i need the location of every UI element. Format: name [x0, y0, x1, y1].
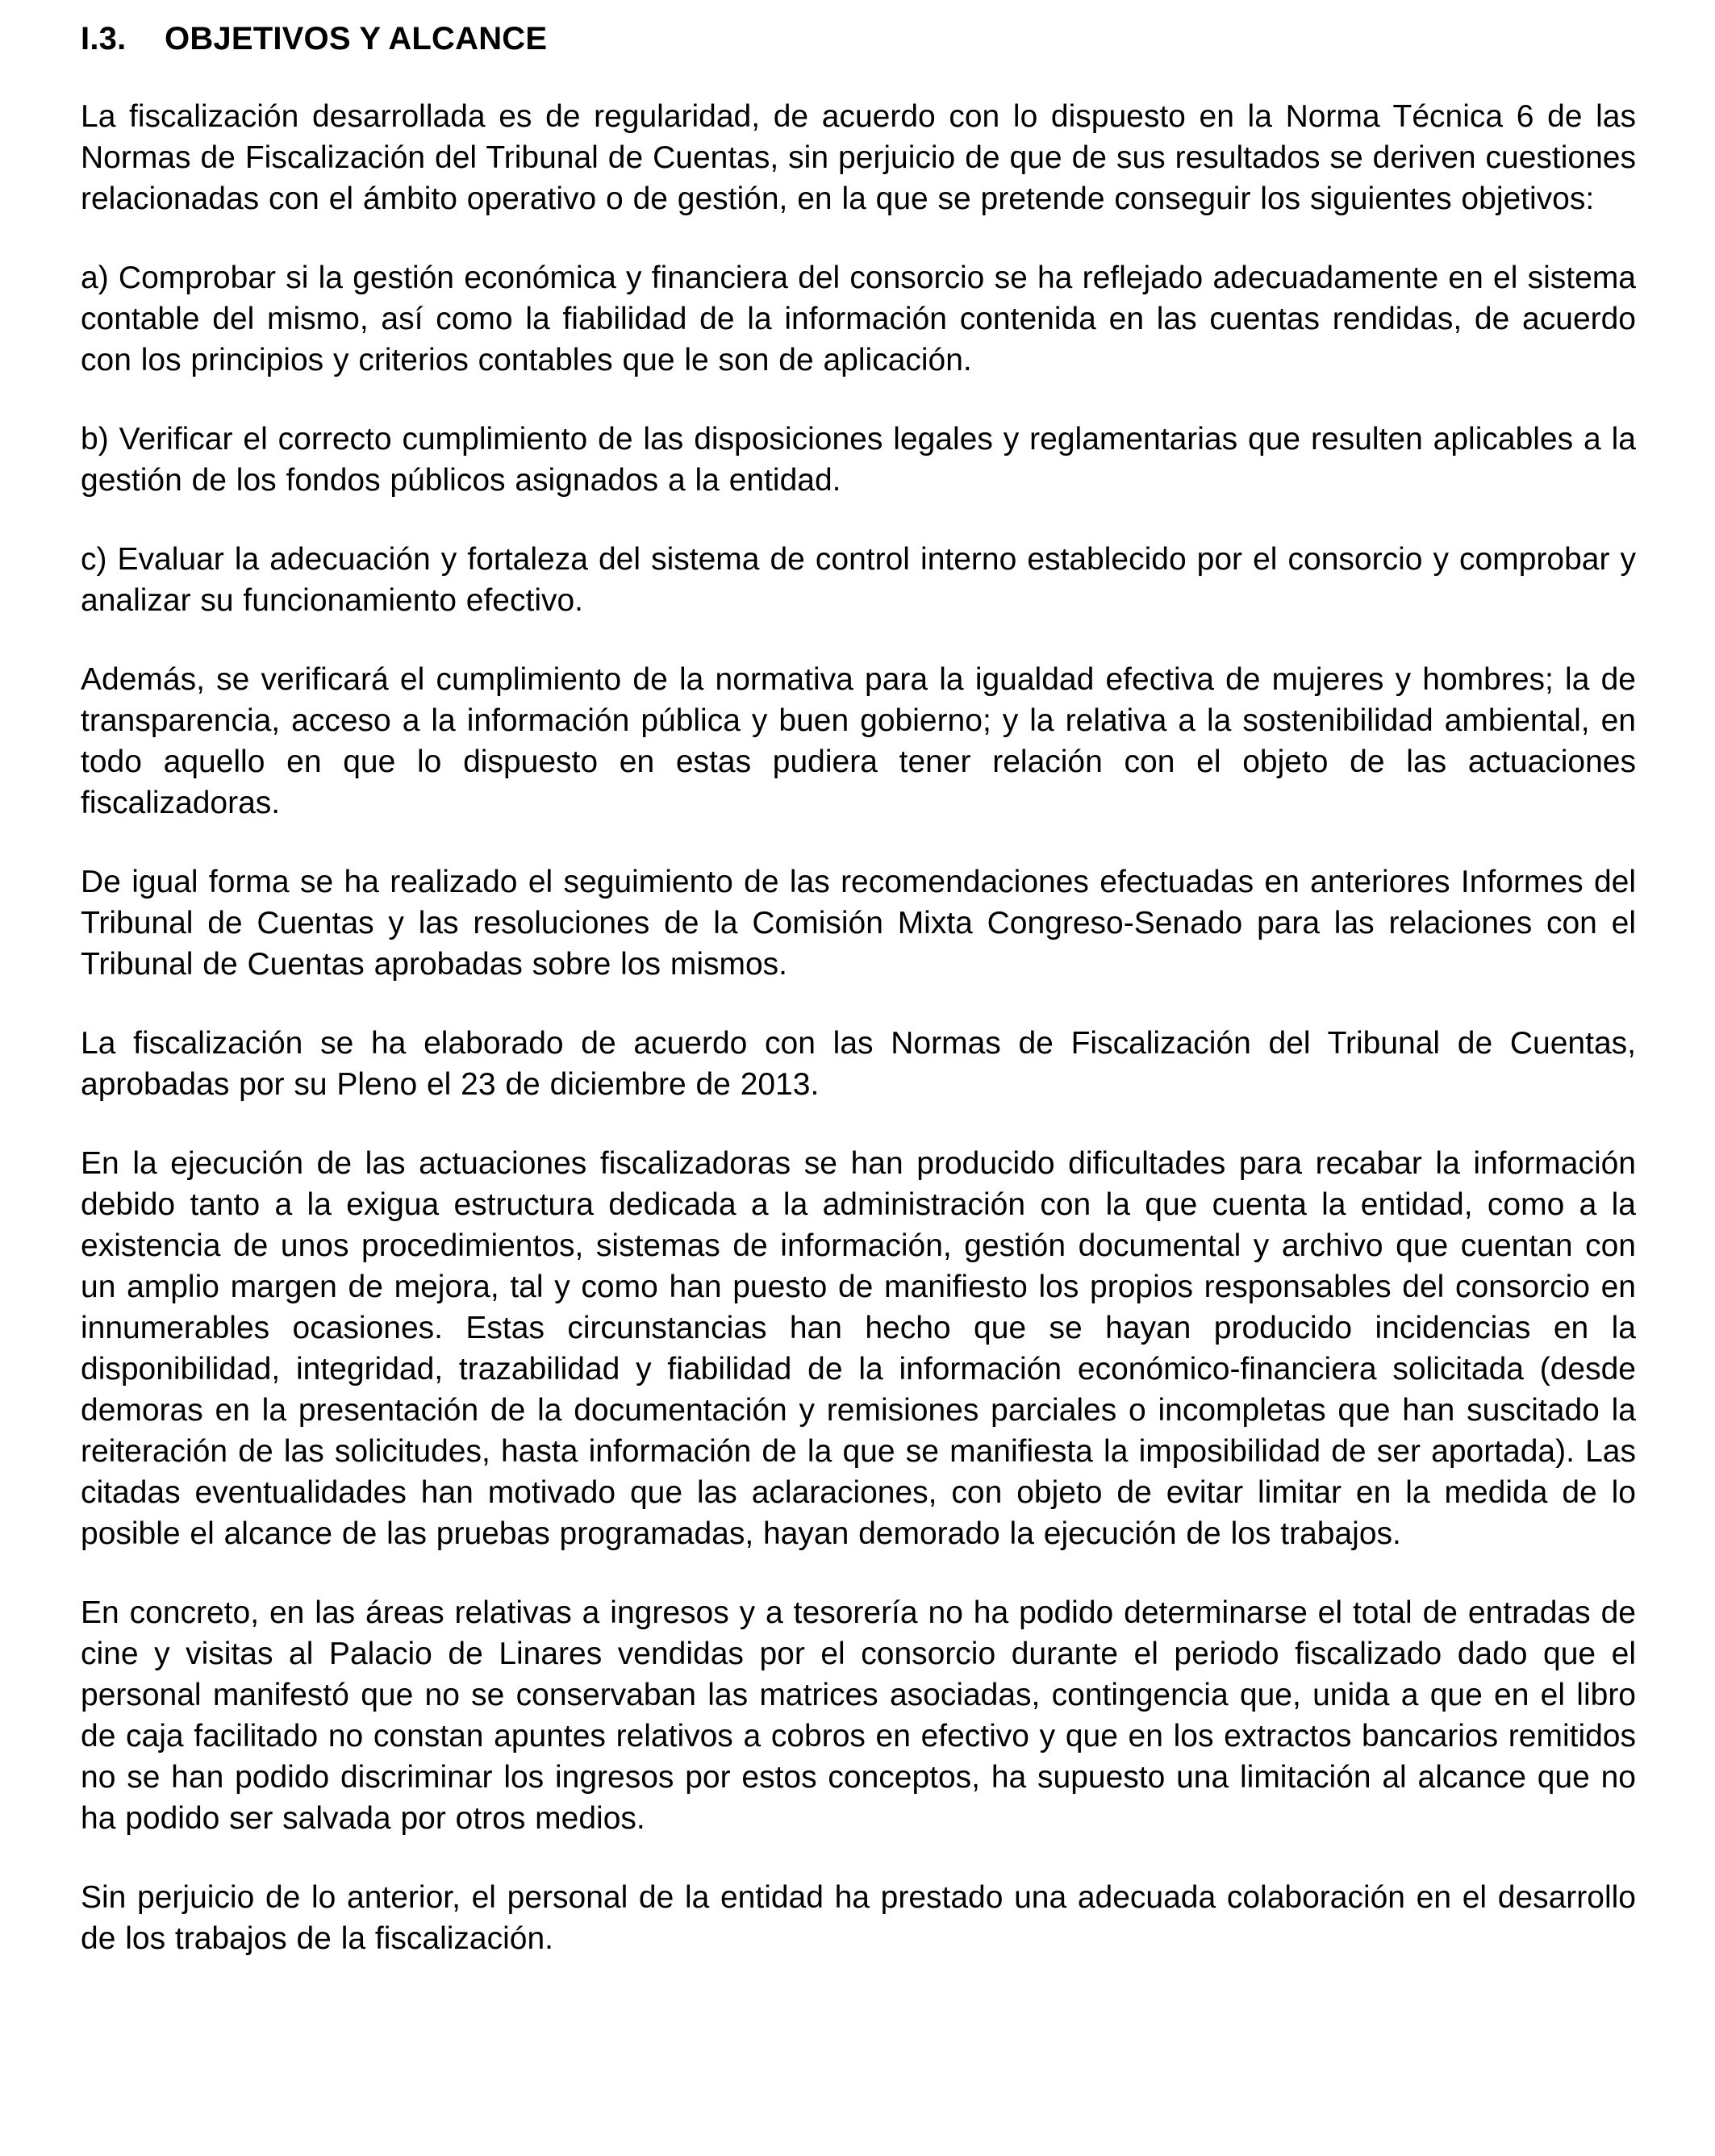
paragraph: En la ejecución de las actuaciones fiscalizadoras se han producido dificultades para recabar la información debido tanto a la exigua estructura dedicada a la administración con la que cuenta la entidad, como a la existencia de unos procedimientos, sistemas de información, gestión documental y archivo que cuentan con un amplio margen de mejora, tal y como han puesto de manifiesto los propios responsables del consorcio en innumerables ocasiones. Estas circunstancias han hecho que se hayan producido incidencias en la disponibilidad, integridad, trazabilidad y fiabilidad de la información económico-financiera solicitada (desde demoras en la presentación de la documentación y remisiones parciales o incompletas que han suscitado la reiteración de las solicitudes, hasta información de la que se manifiesta la imposibilidad de ser aportada). Las citadas eventualidades han motivado que las aclaraciones, con objeto de evitar limitar en la medida de lo posible el alcance de las pruebas programadas, hayan demorado la ejecución de los trabajos.: [81, 1146, 1636, 1551]
paragraph: b) Verificar el correcto cumplimiento de las disposiciones legales y reglamentarias que resulten aplicables a la gestión de los fondos públicos asignados a la entidad.: [81, 422, 1636, 498]
document-body: [81, 96, 1636, 1959]
paragraph: En concreto, en las áreas relativas a ingresos y a tesorería no ha podido determinarse el total de entradas de cine y visitas al Palacio de Linares vendidas por el consorcio durante el periodo fiscalizado dado que el personal manifestó que no se conservaban las matrices asociadas, contingencia que, unida a que en el libro de caja facilitado no constan apuntes relativos a cobros en efectivo y que en los extractos bancarios remitidos no se han podido discriminar los ingresos por estos conceptos, ha supuesto una limitación al alcance que no ha podido ser salvada por otros medios.: [81, 1595, 1636, 1836]
section-heading-number: I.3.: [81, 21, 127, 56]
paragraph: c) Evaluar la adecuación y fortaleza del sistema de control interno establecido por el consorcio y comprobar y analizar su funcionamiento efectivo.: [81, 542, 1636, 618]
section-heading: [81, 21, 1636, 57]
paragraph: Además, se verificará el cumplimiento de la normativa para la igualdad efectiva de mujeres y hombres; la de transparencia, acceso a la información pública y buen gobierno; y la relativa a la sostenibilidad ambiental, en todo aquello en que lo dispuesto en estas pudiera tener relación con el objeto de las actuaciones fiscalizadoras.: [81, 662, 1636, 820]
paragraph: Sin perjuicio de lo anterior, el personal de la entidad ha prestado una adecuada colaboración en el desarrollo de los trabajos de la fiscalización.: [81, 1880, 1636, 1956]
paragraph: De igual forma se ha realizado el seguimiento de las recomendaciones efectuadas en anteriores Informes del Tribunal de Cuentas y las resoluciones de la Comisión Mixta Congreso-Senado para las relaciones con el Tribunal de Cuentas aprobadas sobre los mismos.: [81, 865, 1636, 982]
paragraph: La fiscalización desarrollada es de regularidad, de acuerdo con lo dispuesto en la Norma Técnica 6 de las Normas de Fiscalización del Tribunal de Cuentas, sin perjuicio de que de sus resultados se deriven cuestiones relacionadas con el ámbito operativo o de gestión, en la que se pretende conseguir los siguientes objetivos:: [81, 99, 1636, 216]
paragraph: La fiscalización se ha elaborado de acuerdo con las Normas de Fiscalización del Tribunal de Cuentas, aprobadas por su Pleno el 23 de diciembre de 2013.: [81, 1026, 1636, 1102]
section-heading-title: OBJETIVOS Y ALCANCE: [165, 21, 548, 56]
paragraph: a) Comprobar si la gestión económica y financiera del consorcio se ha reflejado adecuadamente en el sistema contable del mismo, así como la fiabilidad de la información contenida en las cuentas rendidas, de acuerdo con los principios y criterios contables que le son de aplicación.: [81, 261, 1636, 377]
